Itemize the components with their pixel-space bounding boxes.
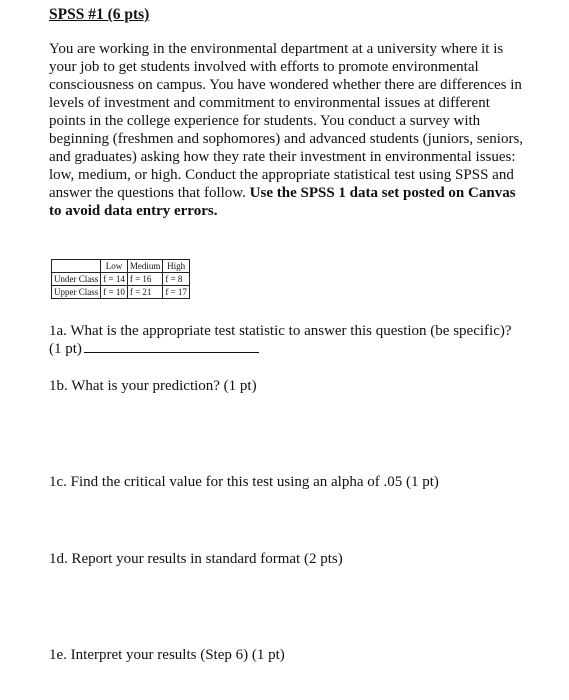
table-row xyxy=(52,273,190,286)
frequency-table xyxy=(51,259,190,299)
table-row-label: Upper Class xyxy=(52,286,101,299)
page-title: SPSS #1 (6 pts) xyxy=(49,6,150,23)
table-row xyxy=(52,286,190,299)
table-header-cell: Low xyxy=(101,260,128,273)
intro-bold-text: Use the SPSS 1 data set posted on Canvas to avoid data entry errors. xyxy=(49,185,516,219)
table-cell: f = 10 xyxy=(101,286,128,299)
table-row-label: Under Class xyxy=(52,273,101,286)
answer-blank[interactable] xyxy=(84,340,259,353)
table-header-cell: Medium xyxy=(127,260,163,273)
table-cell: f = 21 xyxy=(127,286,163,299)
question-1b: 1b. What is your prediction? (1 pt) xyxy=(49,378,257,394)
table-header-row xyxy=(52,260,190,273)
table-cell: f = 14 xyxy=(101,273,128,286)
question-1a-text: 1a. What is the appropriate test statistic to answer this question (be specific)? (1 pt) xyxy=(49,323,512,357)
table-cell: f = 16 xyxy=(127,273,163,286)
intro-text: You are working in the environmental department at a university where it is your job to get students involved with efforts to promote environmental consciousness on campus. You have wondered whether there are differences in levels of investment and commitment to environmental issues at different points in the college experience for students. You conduct a survey with beginning (freshmen and sophomores) and advanced students (juniors, seniors, and graduates) asking how they rate their investment in environmental issues: low, medium, or high. Conduct the appropriate statistical test using SPSS and answer the questions that follow. xyxy=(49,41,524,201)
table-header-cell xyxy=(52,260,101,273)
table-header-cell: High xyxy=(163,260,190,273)
question-1d: 1d. Report your results in standard format (2 pts) xyxy=(49,551,343,567)
question-1e: 1e. Interpret your results (Step 6) (1 pt) xyxy=(49,647,285,663)
intro-paragraph xyxy=(49,40,529,220)
question-1a xyxy=(49,322,519,358)
table-cell: f = 17 xyxy=(163,286,190,299)
question-1c: 1c. Find the critical value for this test using an alpha of .05 (1 pt) xyxy=(49,474,439,490)
table-cell: f = 8 xyxy=(163,273,190,286)
